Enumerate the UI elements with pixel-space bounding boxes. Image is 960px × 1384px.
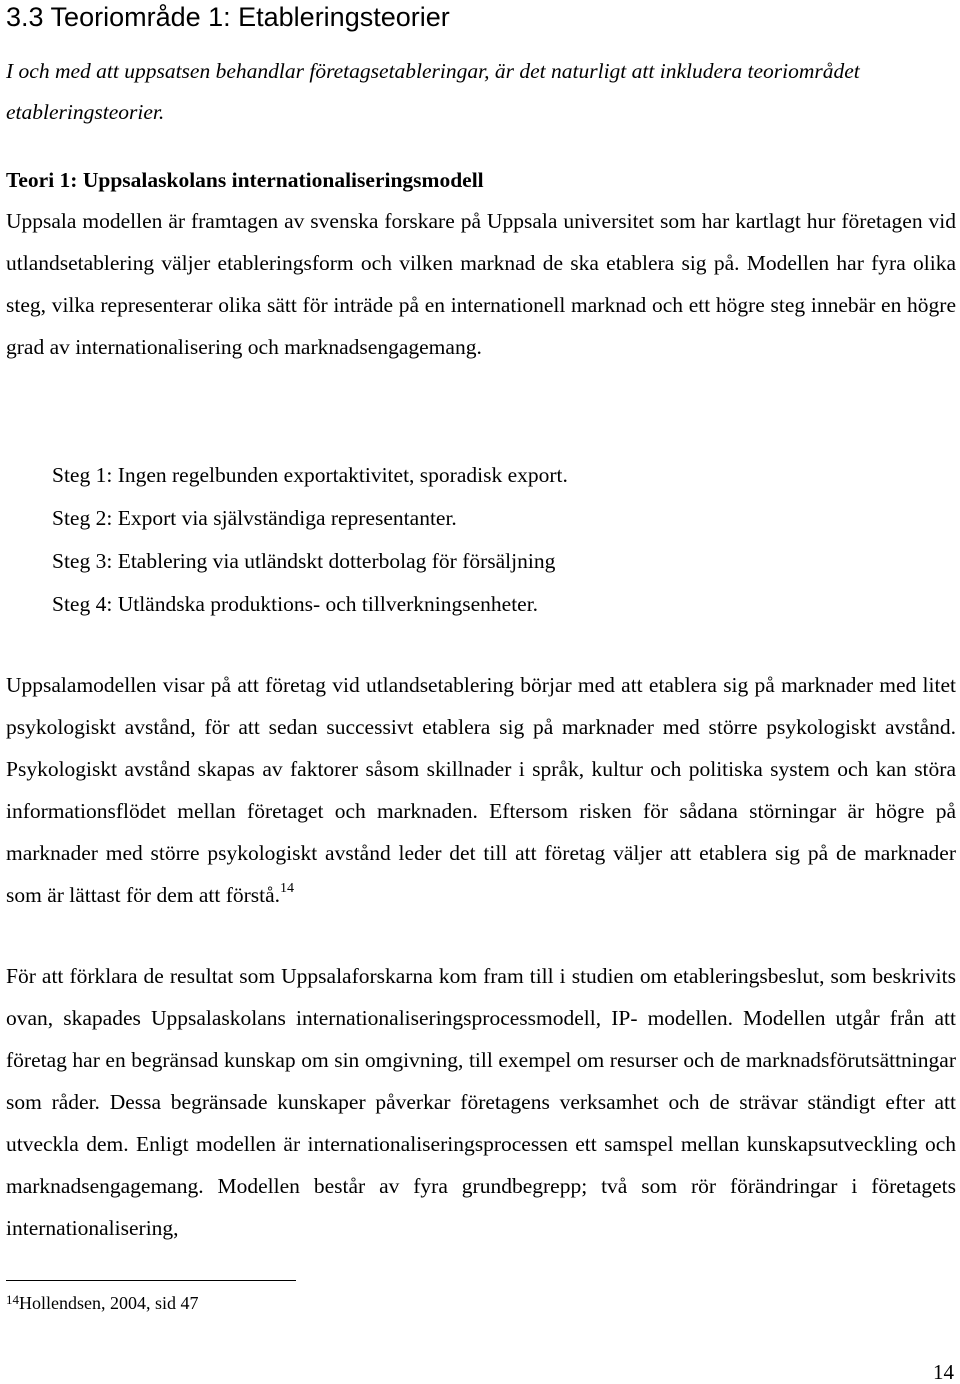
intro-paragraph: I och med att uppsatsen behandlar företagsetableringar, är det naturligt att inkludera teoriområdet etableringsteorier. <box>6 59 860 124</box>
page-number: 14 <box>933 1360 954 1384</box>
step-item: Steg 2: Export via självständiga representanter. <box>52 506 457 530</box>
step-item: Steg 1: Ingen regelbunden exportaktivitet, sporadisk export. <box>52 463 568 487</box>
section-heading: 3.3 Teoriområde 1: Etableringsteorier <box>6 2 450 32</box>
theory-subheading: Teori 1: Uppsalaskolans internationaliseringsmodell <box>6 168 484 192</box>
step-item: Steg 3: Etablering via utländskt dotterbolag för försäljning <box>52 549 556 573</box>
footnote-divider <box>6 1280 296 1281</box>
step-item: Steg 4: Utländska produktions- och tillverkningsenheter. <box>52 592 539 616</box>
paragraph-ip-model: För att förklara de resultat som Uppsalaforskarna kom fram till i studien om etableringsbeslut, som beskrivits ovan, skapades Uppsalaskolans internationaliseringsprocessmodell, IP- modellen. Modellen utgår från att företag har en begränsad kunskap om sin omgivning, till exempel om resurser och de marknadsförutsättningar som råder. Dessa begränsade kunskaper påverkar företagens verksamhet och de strävar ständigt efter att utveckla dem. Enligt modellen är internationaliseringsprocessen ett samspel mellan kunskapsutveckling och marknadsengagemang. Modellen består av fyra grundbegrepp; två som rör förändringar i företagets internationalisering, <box>6 964 956 1240</box>
footnote-number: 14 <box>6 1292 19 1307</box>
paragraph-uppsala-model: Uppsala modellen är framtagen av svenska forskare på Uppsala universitet som har kartlagt hur företagen vid utlandsetablering väljer etableringsform och vilken marknad de ska etablera sig på. Modellen har fyra olika steg, vilka representerar olika sätt för inträde på en internationell marknad och ett högre steg innebär en högre grad av internationalisering och marknadsengagemang. <box>6 209 956 359</box>
paragraph-psychological-distance-text: Uppsalamodellen visar på att företag vid utlandsetablering börjar med att etablera sig på marknader med litet psykologiskt avstånd, för att sedan successivt etablera sig på marknader med större psykologiskt avstånd. Psykologiskt avstånd skapas av faktorer såsom skillnader i språk, kultur och politiska system och kan störa informationsflödet mellan företaget och marknaden. Eftersom risken för sådana störningar är högre på marknader med större psykologiskt avstånd leder det till att företag väljer att etablera sig på de marknader som är lättast för dem att förstå. <box>6 673 956 907</box>
steps-list <box>52 454 568 626</box>
footnote-reference[interactable]: 14 <box>280 881 295 896</box>
footnote-text: Hollendsen, 2004, sid 47 <box>19 1293 199 1313</box>
footnote <box>6 1290 199 1316</box>
paragraph-psychological-distance <box>6 664 956 916</box>
